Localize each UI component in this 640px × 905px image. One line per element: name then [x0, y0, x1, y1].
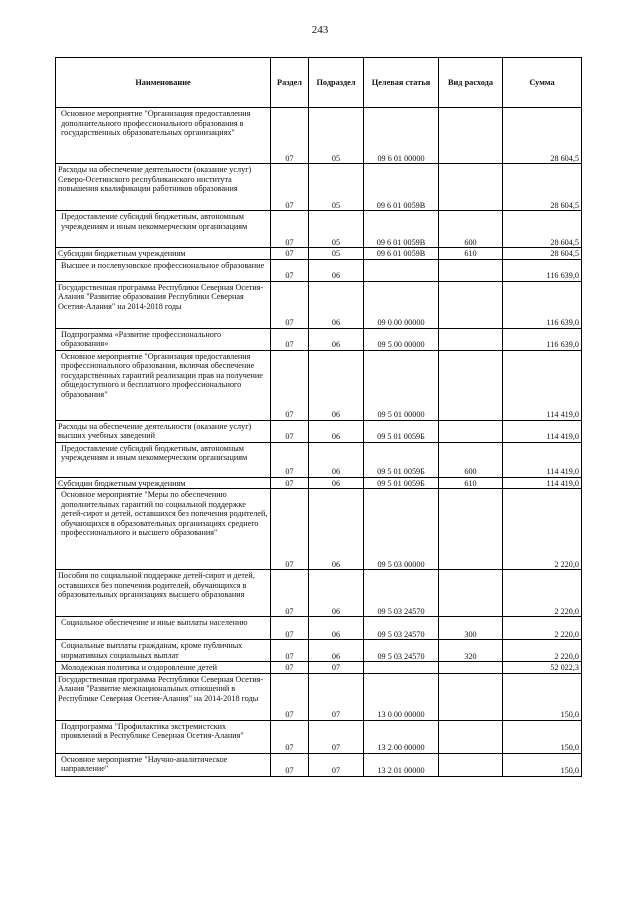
cell-sum: 116 639,0	[503, 259, 582, 281]
cell-sum: 2 220,0	[503, 617, 582, 640]
cell-razdel: 07	[271, 420, 309, 442]
cell-expense-type	[439, 420, 503, 442]
cell-expense-type	[439, 328, 503, 350]
cell-razdel: 07	[271, 108, 309, 164]
cell-razdel: 07	[271, 570, 309, 617]
cell-podrazdel: 06	[309, 281, 364, 328]
cell-podrazdel: 06	[309, 328, 364, 350]
budget-table	[55, 57, 582, 777]
cell-target-article: 09 6 01 0059В	[364, 164, 439, 211]
table-row	[56, 259, 582, 281]
cell-sum: 150,0	[503, 720, 582, 753]
table-row	[56, 489, 582, 570]
cell-expense-type	[439, 281, 503, 328]
cell-target-article: 13 2 00 00000	[364, 720, 439, 753]
cell-razdel: 07	[271, 211, 309, 248]
cell-sum: 114 419,0	[503, 420, 582, 442]
cell-target-article: 09 5 01 0059Б	[364, 477, 439, 489]
page-number: 243	[311, 24, 329, 36]
cell-name: Субсидии бюджетным учреждениям	[56, 477, 271, 489]
cell-podrazdel: 07	[309, 673, 364, 720]
table-row	[56, 350, 582, 420]
cell-sum: 150,0	[503, 753, 582, 776]
table-row	[56, 477, 582, 489]
cell-name: Высшее и послевузовское профессиональное образование	[56, 259, 271, 281]
cell-podrazdel: 05	[309, 211, 364, 248]
table-row	[56, 753, 582, 776]
cell-name: Расходы на обеспечение деятельности (оказание услуг) высших учебных заведений	[56, 420, 271, 442]
cell-target-article: 09 5 03 24570	[364, 640, 439, 662]
cell-name: Расходы на обеспечение деятельности (оказание услуг) Северо-Осетинского республиканского института повышения квалификации работников образования	[56, 164, 271, 211]
cell-podrazdel: 06	[309, 259, 364, 281]
cell-expense-type	[439, 489, 503, 570]
header-expense-type: Вид расхода	[439, 58, 503, 108]
cell-expense-type	[439, 108, 503, 164]
cell-podrazdel: 05	[309, 108, 364, 164]
cell-sum: 116 639,0	[503, 281, 582, 328]
table-row	[56, 442, 582, 477]
cell-sum: 28 604,5	[503, 211, 582, 248]
cell-expense-type: 600	[439, 211, 503, 248]
table-row	[56, 617, 582, 640]
cell-expense-type	[439, 753, 503, 776]
cell-target-article: 13 0 00 00000	[364, 673, 439, 720]
cell-expense-type	[439, 164, 503, 211]
cell-sum: 52 022,3	[503, 662, 582, 674]
cell-podrazdel: 06	[309, 570, 364, 617]
cell-name: Основное мероприятие "Меры по обеспечению дополнительных гарантий по социальной поддержке детей-сирот и детей, оставшихся без попечения родителей, обучающихся в образовательных организациях среднего профессионального и высшего образования"	[56, 489, 271, 570]
cell-razdel: 07	[271, 673, 309, 720]
header-name: Наименование	[56, 58, 271, 108]
cell-sum: 28 604,5	[503, 164, 582, 211]
cell-podrazdel: 06	[309, 640, 364, 662]
cell-podrazdel: 07	[309, 753, 364, 776]
cell-target-article: 09 5 01 0059Б	[364, 442, 439, 477]
cell-name: Государственная программа Республики Северная Осетия-Алания "Развитие образования Республики Северная Осетия-Алания" на 2014-2018 годы	[56, 281, 271, 328]
header-razdel: Раздел	[271, 58, 309, 108]
table-row	[56, 673, 582, 720]
cell-razdel: 07	[271, 281, 309, 328]
cell-podrazdel: 05	[309, 164, 364, 211]
cell-target-article: 09 5 01 0059Б	[364, 420, 439, 442]
cell-razdel: 07	[271, 259, 309, 281]
table-row	[56, 420, 582, 442]
cell-podrazdel: 06	[309, 489, 364, 570]
budget-table-container	[55, 57, 581, 777]
cell-podrazdel: 07	[309, 720, 364, 753]
cell-name: Социальное обеспечение и иные выплаты населению	[56, 617, 271, 640]
cell-expense-type	[439, 570, 503, 617]
cell-target-article: 09 5 00 00000	[364, 328, 439, 350]
table-row	[56, 720, 582, 753]
cell-name: Основное мероприятие "Организация предоставления профессионального образования, включая обеспечение государственных гарантий реализации прав на получение общедоступного и бесплатного профессионального образования"	[56, 350, 271, 420]
cell-sum: 114 419,0	[503, 477, 582, 489]
cell-name: Государственная программа Республики Северная Осетия-Алания "Развитие межнациональных отношений в Республике Северная Осетия-Алания" на 2014-2018 годы	[56, 673, 271, 720]
cell-name: Подпрограмма «Развитие профессионального образования»	[56, 328, 271, 350]
cell-razdel: 07	[271, 164, 309, 211]
cell-target-article: 09 6 01 0059В	[364, 248, 439, 260]
cell-target-article	[364, 662, 439, 674]
header-podrazdel: Подраздел	[309, 58, 364, 108]
cell-podrazdel: 06	[309, 617, 364, 640]
header-target-article: Целевая статья	[364, 58, 439, 108]
cell-sum: 28 604,5	[503, 108, 582, 164]
cell-name: Основное мероприятие "Организация предоставления дополнительного профессионального образования в государственных образовательных организациях"	[56, 108, 271, 164]
table-row	[56, 281, 582, 328]
cell-target-article: 09 5 03 24570	[364, 570, 439, 617]
cell-podrazdel: 06	[309, 350, 364, 420]
cell-razdel: 07	[271, 477, 309, 489]
cell-expense-type	[439, 662, 503, 674]
cell-razdel: 07	[271, 662, 309, 674]
table-row	[56, 328, 582, 350]
table-row	[56, 640, 582, 662]
cell-razdel: 07	[271, 442, 309, 477]
table-body	[56, 108, 582, 777]
cell-razdel: 07	[271, 753, 309, 776]
table-row	[56, 211, 582, 248]
cell-target-article: 09 5 03 24570	[364, 617, 439, 640]
cell-name: Подпрограмма "Профилактика экстремистских проявлений в Республике Северная Осетия-Алания"	[56, 720, 271, 753]
cell-expense-type: 300	[439, 617, 503, 640]
cell-name: Пособия по социальной поддержке детей-сирот и детей, оставшихся без попечения родителей, обучающихся в образовательных организациях высшего образования	[56, 570, 271, 617]
header-sum: Сумма	[503, 58, 582, 108]
cell-podrazdel: 05	[309, 248, 364, 260]
cell-target-article: 13 2 01 00000	[364, 753, 439, 776]
cell-sum: 114 419,0	[503, 350, 582, 420]
cell-target-article: 09 6 01 0059В	[364, 211, 439, 248]
cell-name: Социальные выплаты гражданам, кроме публичных нормативных социальных выплат	[56, 640, 271, 662]
cell-name: Предоставление субсидий бюджетным, автономным учреждениям и иным некоммерческим организациям	[56, 442, 271, 477]
cell-name: Предоставление субсидий бюджетным, автономным учреждениям и иным некоммерческим организациям	[56, 211, 271, 248]
cell-razdel: 07	[271, 640, 309, 662]
cell-expense-type	[439, 673, 503, 720]
table-row	[56, 164, 582, 211]
cell-razdel: 07	[271, 489, 309, 570]
cell-sum: 150,0	[503, 673, 582, 720]
cell-expense-type: 600	[439, 442, 503, 477]
cell-target-article: 09 5 01 00000	[364, 350, 439, 420]
cell-expense-type: 610	[439, 477, 503, 489]
cell-razdel: 07	[271, 328, 309, 350]
cell-expense-type	[439, 720, 503, 753]
cell-name: Основное мероприятие "Научно-аналитическое направление"	[56, 753, 271, 776]
cell-target-article: 09 0 00 00000	[364, 281, 439, 328]
cell-target-article: 09 5 03 00000	[364, 489, 439, 570]
cell-sum: 114 419,0	[503, 442, 582, 477]
cell-sum: 2 220,0	[503, 570, 582, 617]
cell-expense-type: 320	[439, 640, 503, 662]
cell-sum: 2 220,0	[503, 640, 582, 662]
cell-razdel: 07	[271, 248, 309, 260]
table-row	[56, 570, 582, 617]
cell-razdel: 07	[271, 350, 309, 420]
cell-podrazdel: 06	[309, 477, 364, 489]
cell-podrazdel: 06	[309, 442, 364, 477]
cell-expense-type: 610	[439, 248, 503, 260]
table-row	[56, 248, 582, 260]
cell-sum: 28 604,5	[503, 248, 582, 260]
cell-razdel: 07	[271, 617, 309, 640]
cell-target-article: 09 6 01 00000	[364, 108, 439, 164]
cell-expense-type	[439, 350, 503, 420]
table-header-row	[56, 58, 582, 108]
cell-podrazdel: 06	[309, 420, 364, 442]
table-row	[56, 662, 582, 674]
cell-podrazdel: 07	[309, 662, 364, 674]
cell-expense-type	[439, 259, 503, 281]
cell-razdel: 07	[271, 720, 309, 753]
cell-sum: 2 220,0	[503, 489, 582, 570]
table-row	[56, 108, 582, 164]
cell-name: Субсидии бюджетным учреждениям	[56, 248, 271, 260]
cell-name: Молодежная политика и оздоровление детей	[56, 662, 271, 674]
cell-sum: 116 639,0	[503, 328, 582, 350]
cell-target-article	[364, 259, 439, 281]
